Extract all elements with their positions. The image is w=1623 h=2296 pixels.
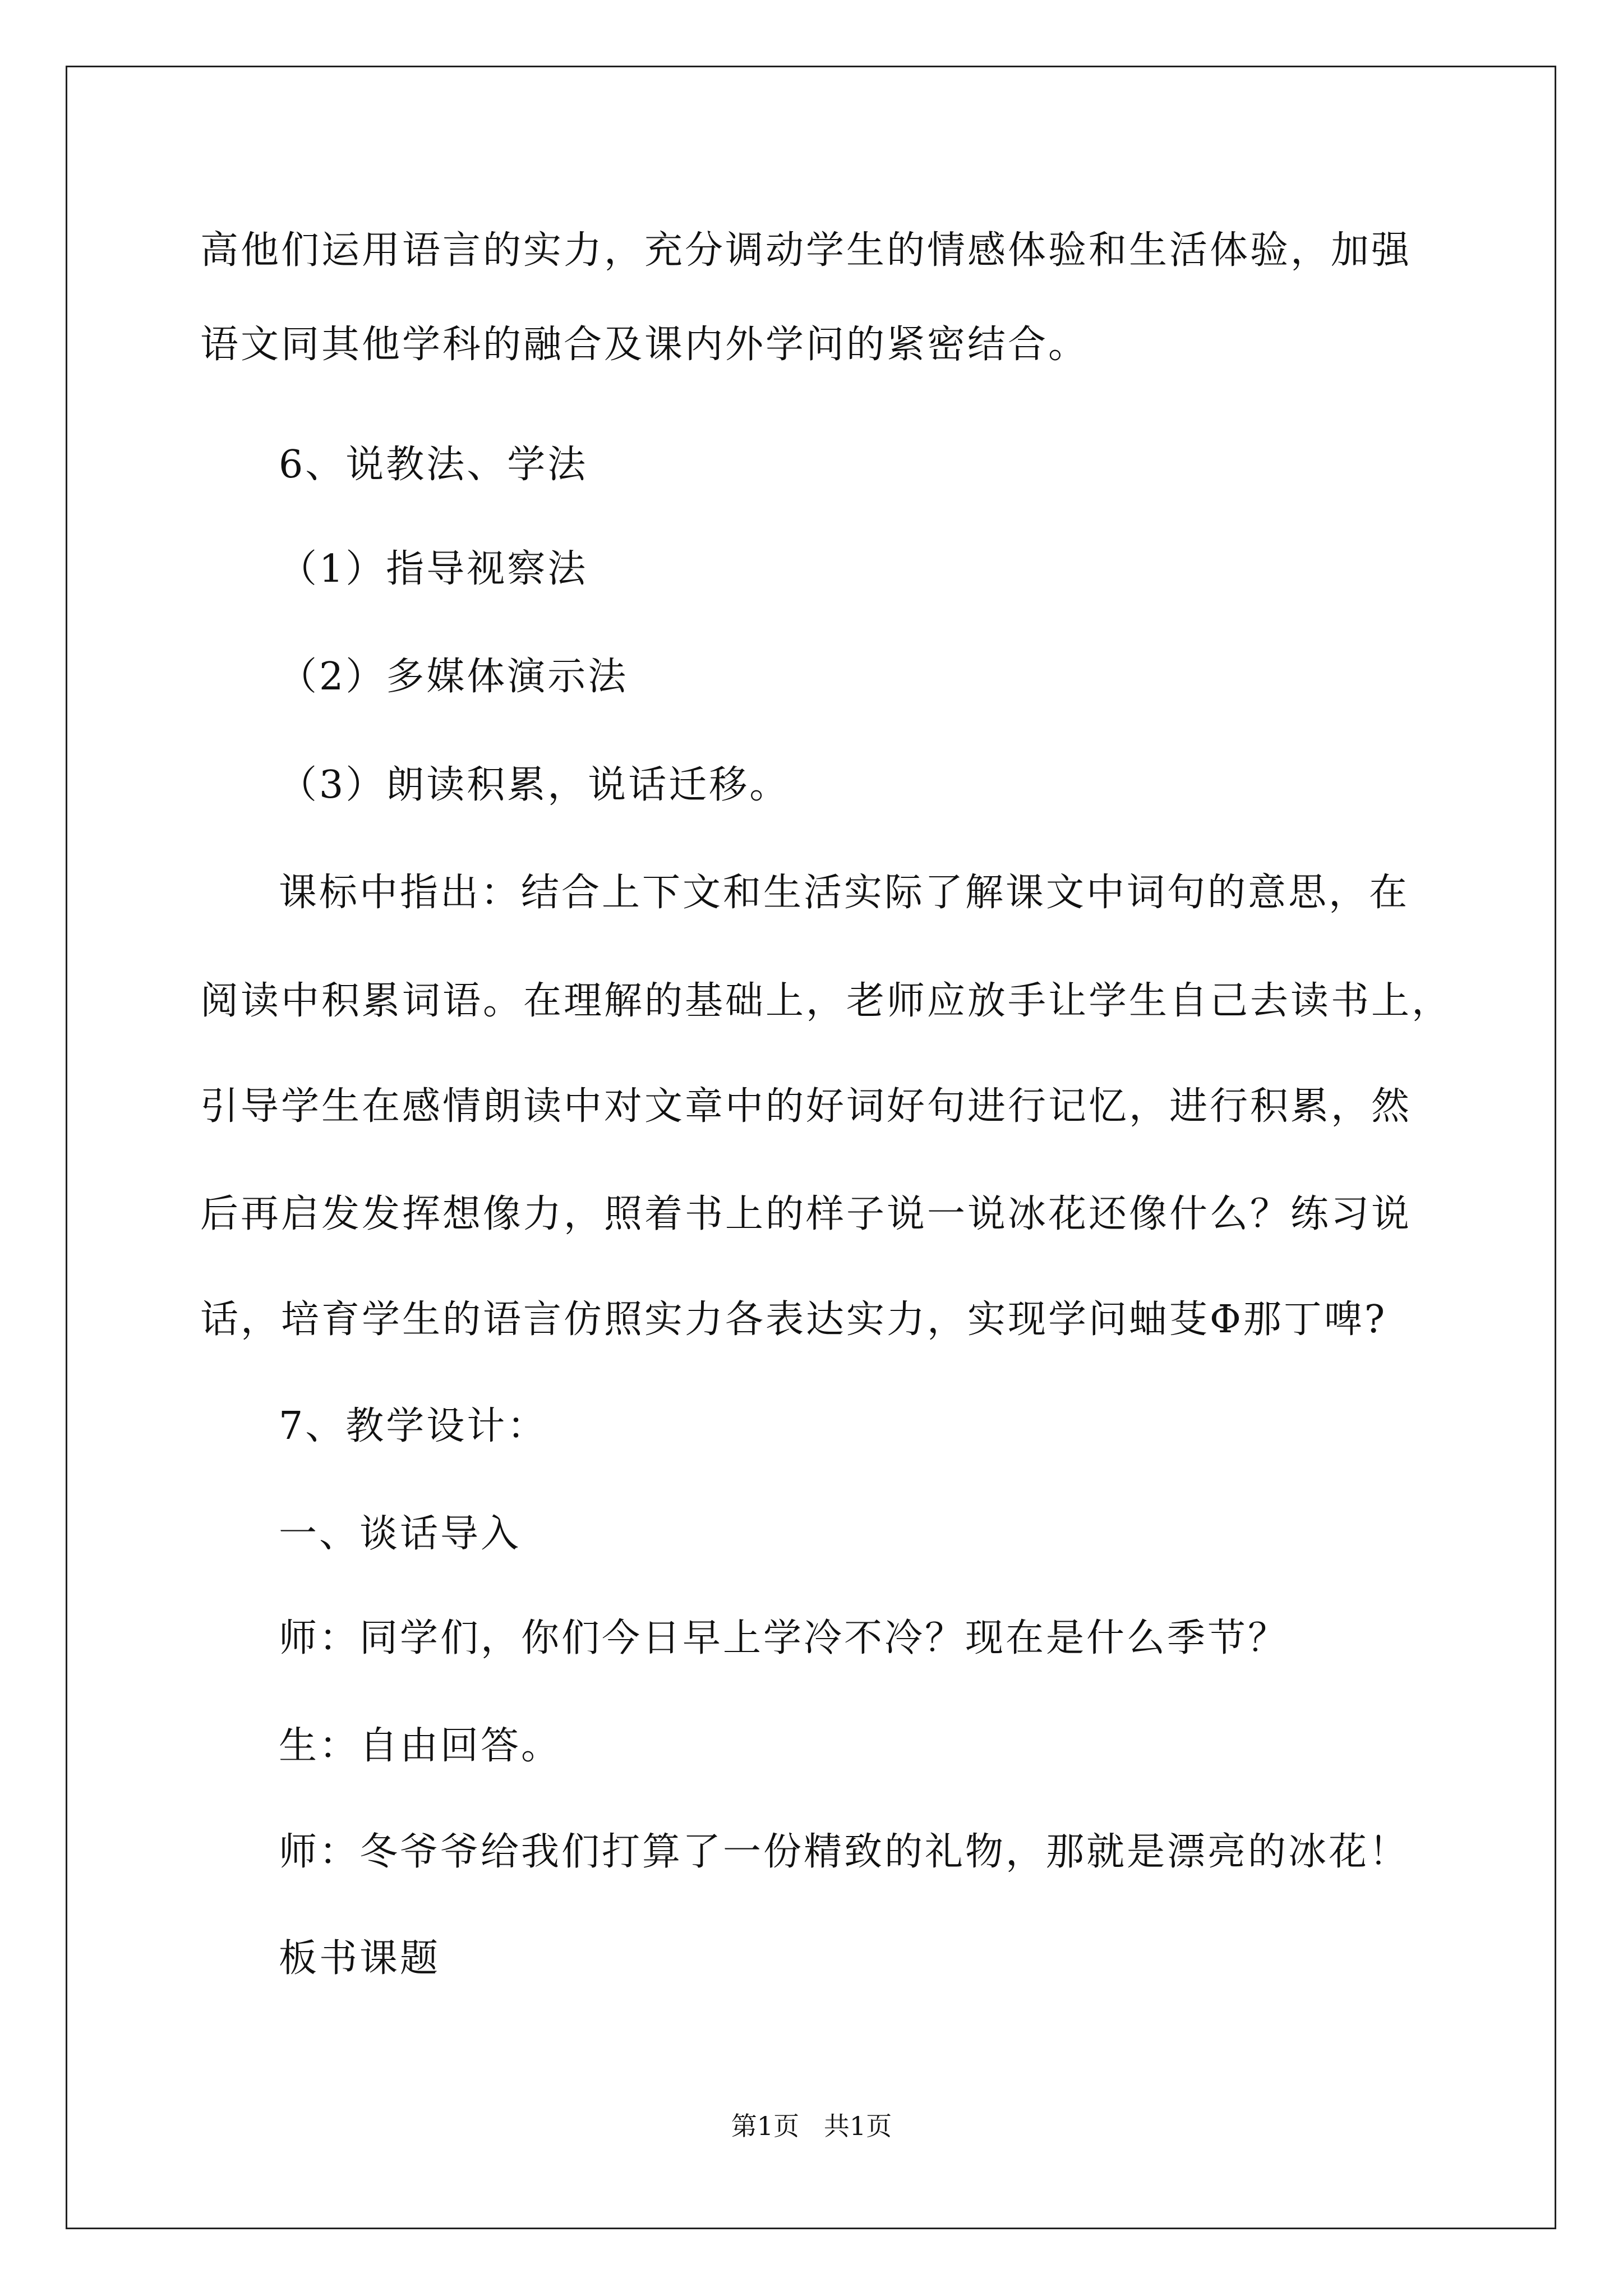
text-line: 生：自由回答。 <box>279 1724 562 1768</box>
text-line: 师：同学们，你们今日早上学冷不冷？现在是什么季节？ <box>279 1616 1289 1660</box>
page-footer: 第1页 共1页 <box>731 2111 892 2141</box>
list-item: （3）朗读积累，说话迁移。 <box>279 763 790 807</box>
list-item: （1）指导视察法 <box>279 547 588 591</box>
text-line: 高他们运用语言的实力，充分调动学生的情感体验和生活体验，加强 <box>200 228 1412 273</box>
text-line: 师：冬爷爷给我们打算了一份精致的礼物，那就是漂亮的冰花！ <box>279 1830 1410 1874</box>
page-border <box>66 66 1556 2229</box>
section-heading: 一、谈话导入 <box>279 1512 522 1556</box>
text-line: 语文同其他学科的融合及课内外学问的紧密结合。 <box>200 323 1089 367</box>
text-line: 引导学生在感情朗读中对文章中的好词好句进行记忆，进行积累，然 <box>200 1084 1412 1129</box>
list-item: （2）多媒体演示法 <box>279 655 629 699</box>
section-heading: 7、教学设计： <box>279 1404 548 1448</box>
text-line: 课标中指出：结合上下文和生活实际了解课文中词句的意思，在 <box>279 871 1410 915</box>
text-line: 后再启发发挥想像力，照着书上的样子说一说冰花还像什么？练习说 <box>200 1192 1412 1236</box>
text-line: 板书课题 <box>279 1936 441 1981</box>
text-line: 话，培育学生的语言仿照实力各表达实力，实现学问蚰芟Φ那丁啤? <box>200 1297 1387 1342</box>
text-line: 阅读中积累词语。在理解的基础上，老师应放手让学生自己去读书上， <box>200 979 1453 1023</box>
section-heading: 6、说教法、学法 <box>279 443 588 487</box>
